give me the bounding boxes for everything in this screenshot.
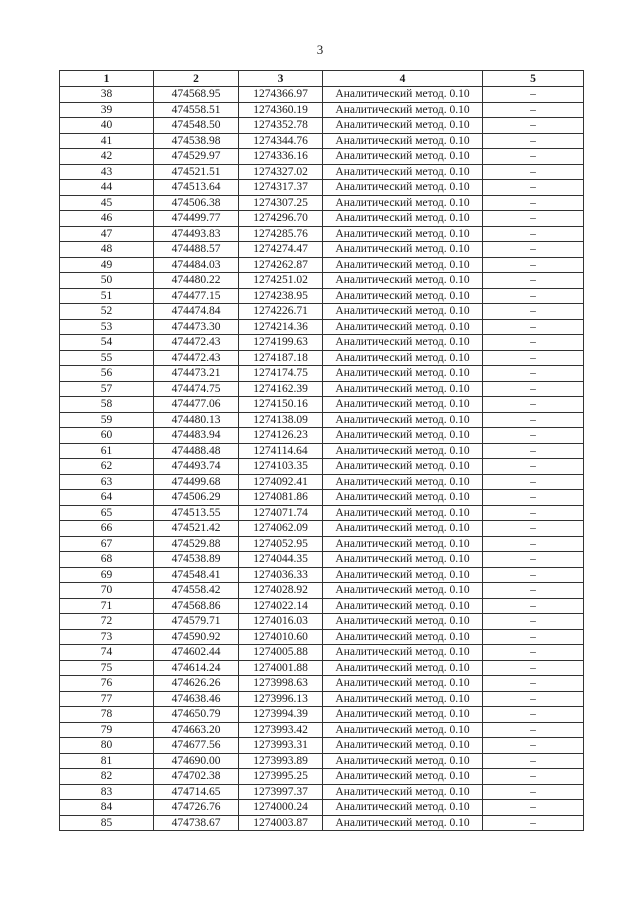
- table-row: [60, 676, 584, 692]
- cell-method-accuracy: Аналитический метод. 0.10: [323, 660, 483, 676]
- cell-note: –: [483, 211, 584, 227]
- cell-note: –: [483, 536, 584, 552]
- cell-note: –: [483, 102, 584, 118]
- table-row: [60, 815, 584, 831]
- table-row: [60, 474, 584, 490]
- cell-y-coordinate: 1273995.25: [239, 769, 323, 785]
- cell-point-number: 69: [60, 567, 154, 583]
- cell-x-coordinate: 474558.42: [154, 583, 239, 599]
- cell-method-accuracy: Аналитический метод. 0.10: [323, 242, 483, 258]
- cell-x-coordinate: 474738.67: [154, 815, 239, 831]
- cell-y-coordinate: 1274174.75: [239, 366, 323, 382]
- cell-y-coordinate: 1274052.95: [239, 536, 323, 552]
- cell-x-coordinate: 474499.77: [154, 211, 239, 227]
- cell-point-number: 48: [60, 242, 154, 258]
- cell-point-number: 72: [60, 614, 154, 630]
- cell-x-coordinate: 474473.21: [154, 366, 239, 382]
- table-row: [60, 521, 584, 537]
- cell-point-number: 38: [60, 87, 154, 103]
- cell-x-coordinate: 474480.13: [154, 412, 239, 428]
- cell-y-coordinate: 1274071.74: [239, 505, 323, 521]
- cell-x-coordinate: 474677.56: [154, 738, 239, 754]
- table-row: [60, 257, 584, 273]
- cell-point-number: 71: [60, 598, 154, 614]
- cell-y-coordinate: 1274150.16: [239, 397, 323, 413]
- table-row: [60, 753, 584, 769]
- cell-note: –: [483, 707, 584, 723]
- cell-method-accuracy: Аналитический метод. 0.10: [323, 397, 483, 413]
- cell-x-coordinate: 474548.50: [154, 118, 239, 134]
- table-row: [60, 505, 584, 521]
- table-row: [60, 102, 584, 118]
- cell-point-number: 57: [60, 381, 154, 397]
- cell-y-coordinate: 1274138.09: [239, 412, 323, 428]
- table-row: [60, 645, 584, 661]
- cell-point-number: 49: [60, 257, 154, 273]
- cell-y-coordinate: 1274016.03: [239, 614, 323, 630]
- cell-note: –: [483, 195, 584, 211]
- table-row: [60, 536, 584, 552]
- table-row: [60, 567, 584, 583]
- table-row: [60, 707, 584, 723]
- cell-note: –: [483, 722, 584, 738]
- table-row: [60, 552, 584, 568]
- cell-method-accuracy: Аналитический метод. 0.10: [323, 180, 483, 196]
- cell-note: –: [483, 629, 584, 645]
- cell-method-accuracy: Аналитический метод. 0.10: [323, 629, 483, 645]
- cell-point-number: 55: [60, 350, 154, 366]
- cell-note: –: [483, 815, 584, 831]
- header-y-coordinate: 3: [239, 71, 323, 87]
- cell-x-coordinate: 474474.75: [154, 381, 239, 397]
- cell-x-coordinate: 474663.20: [154, 722, 239, 738]
- cell-x-coordinate: 474513.55: [154, 505, 239, 521]
- cell-y-coordinate: 1274103.35: [239, 459, 323, 475]
- cell-x-coordinate: 474488.48: [154, 443, 239, 459]
- cell-y-coordinate: 1274187.18: [239, 350, 323, 366]
- table-row: [60, 335, 584, 351]
- cell-point-number: 74: [60, 645, 154, 661]
- cell-y-coordinate: 1274366.97: [239, 87, 323, 103]
- cell-y-coordinate: 1274199.63: [239, 335, 323, 351]
- cell-x-coordinate: 474493.83: [154, 226, 239, 242]
- cell-y-coordinate: 1273994.39: [239, 707, 323, 723]
- cell-note: –: [483, 242, 584, 258]
- cell-x-coordinate: 474499.68: [154, 474, 239, 490]
- cell-method-accuracy: Аналитический метод. 0.10: [323, 273, 483, 289]
- table-row: [60, 180, 584, 196]
- cell-x-coordinate: 474506.38: [154, 195, 239, 211]
- cell-y-coordinate: 1274226.71: [239, 304, 323, 320]
- cell-method-accuracy: Аналитический метод. 0.10: [323, 753, 483, 769]
- table-row: [60, 350, 584, 366]
- table-row: [60, 226, 584, 242]
- cell-note: –: [483, 505, 584, 521]
- cell-y-coordinate: 1274081.86: [239, 490, 323, 506]
- cell-note: –: [483, 583, 584, 599]
- cell-method-accuracy: Аналитический метод. 0.10: [323, 536, 483, 552]
- cell-note: –: [483, 552, 584, 568]
- cell-note: –: [483, 350, 584, 366]
- table-row: [60, 381, 584, 397]
- table-row: [60, 288, 584, 304]
- cell-method-accuracy: Аналитический метод. 0.10: [323, 195, 483, 211]
- cell-x-coordinate: 474477.15: [154, 288, 239, 304]
- header-row: [60, 71, 584, 87]
- cell-y-coordinate: 1274360.19: [239, 102, 323, 118]
- table-row: [60, 800, 584, 816]
- cell-y-coordinate: 1274114.64: [239, 443, 323, 459]
- cell-point-number: 52: [60, 304, 154, 320]
- table-row: [60, 304, 584, 320]
- cell-x-coordinate: 474513.64: [154, 180, 239, 196]
- table-row: [60, 164, 584, 180]
- cell-method-accuracy: Аналитический метод. 0.10: [323, 443, 483, 459]
- cell-y-coordinate: 1274022.14: [239, 598, 323, 614]
- header-x-coordinate: 2: [154, 71, 239, 87]
- cell-y-coordinate: 1274010.60: [239, 629, 323, 645]
- cell-x-coordinate: 474529.88: [154, 536, 239, 552]
- table-row: [60, 149, 584, 165]
- table-row: [60, 242, 584, 258]
- cell-method-accuracy: Аналитический метод. 0.10: [323, 552, 483, 568]
- cell-point-number: 42: [60, 149, 154, 165]
- cell-y-coordinate: 1274352.78: [239, 118, 323, 134]
- cell-note: –: [483, 769, 584, 785]
- cell-y-coordinate: 1273997.37: [239, 784, 323, 800]
- cell-x-coordinate: 474690.00: [154, 753, 239, 769]
- cell-method-accuracy: Аналитический метод. 0.10: [323, 87, 483, 103]
- cell-point-number: 51: [60, 288, 154, 304]
- cell-y-coordinate: 1274214.36: [239, 319, 323, 335]
- cell-point-number: 45: [60, 195, 154, 211]
- cell-y-coordinate: 1274001.88: [239, 660, 323, 676]
- cell-note: –: [483, 149, 584, 165]
- cell-note: –: [483, 428, 584, 444]
- cell-point-number: 78: [60, 707, 154, 723]
- cell-x-coordinate: 474702.38: [154, 769, 239, 785]
- cell-method-accuracy: Аналитический метод. 0.10: [323, 288, 483, 304]
- cell-note: –: [483, 87, 584, 103]
- cell-x-coordinate: 474638.46: [154, 691, 239, 707]
- cell-note: –: [483, 753, 584, 769]
- cell-note: –: [483, 412, 584, 428]
- cell-point-number: 39: [60, 102, 154, 118]
- cell-method-accuracy: Аналитический метод. 0.10: [323, 381, 483, 397]
- table-row: [60, 629, 584, 645]
- cell-note: –: [483, 660, 584, 676]
- cell-point-number: 79: [60, 722, 154, 738]
- cell-method-accuracy: Аналитический метод. 0.10: [323, 350, 483, 366]
- table-row: [60, 490, 584, 506]
- table-row: [60, 319, 584, 335]
- cell-note: –: [483, 288, 584, 304]
- cell-method-accuracy: Аналитический метод. 0.10: [323, 598, 483, 614]
- header-point-number: 1: [60, 71, 154, 87]
- cell-y-coordinate: 1274336.16: [239, 149, 323, 165]
- header-method-accuracy: 4: [323, 71, 483, 87]
- cell-x-coordinate: 474626.26: [154, 676, 239, 692]
- cell-note: –: [483, 598, 584, 614]
- cell-y-coordinate: 1274003.87: [239, 815, 323, 831]
- cell-point-number: 62: [60, 459, 154, 475]
- table-row: [60, 211, 584, 227]
- cell-y-coordinate: 1274307.25: [239, 195, 323, 211]
- cell-method-accuracy: Аналитический метод. 0.10: [323, 722, 483, 738]
- cell-x-coordinate: 474472.43: [154, 350, 239, 366]
- cell-point-number: 44: [60, 180, 154, 196]
- cell-y-coordinate: 1274317.37: [239, 180, 323, 196]
- cell-note: –: [483, 273, 584, 289]
- cell-x-coordinate: 474726.76: [154, 800, 239, 816]
- table-row: [60, 691, 584, 707]
- table-row: [60, 784, 584, 800]
- cell-note: –: [483, 645, 584, 661]
- cell-point-number: 75: [60, 660, 154, 676]
- cell-note: –: [483, 304, 584, 320]
- table-row: [60, 87, 584, 103]
- cell-note: –: [483, 676, 584, 692]
- table-row: [60, 118, 584, 134]
- table-row: [60, 133, 584, 149]
- cell-method-accuracy: Аналитический метод. 0.10: [323, 784, 483, 800]
- cell-y-coordinate: 1274000.24: [239, 800, 323, 816]
- table-row: [60, 273, 584, 289]
- cell-y-coordinate: 1273996.13: [239, 691, 323, 707]
- cell-method-accuracy: Аналитический метод. 0.10: [323, 474, 483, 490]
- cell-method-accuracy: Аналитический метод. 0.10: [323, 567, 483, 583]
- table-row: [60, 738, 584, 754]
- cell-point-number: 43: [60, 164, 154, 180]
- cell-note: –: [483, 335, 584, 351]
- cell-point-number: 59: [60, 412, 154, 428]
- cell-point-number: 85: [60, 815, 154, 831]
- cell-point-number: 50: [60, 273, 154, 289]
- cell-point-number: 68: [60, 552, 154, 568]
- header-note: 5: [483, 71, 584, 87]
- cell-x-coordinate: 474538.98: [154, 133, 239, 149]
- cell-note: –: [483, 164, 584, 180]
- cell-x-coordinate: 474472.43: [154, 335, 239, 351]
- cell-note: –: [483, 381, 584, 397]
- cell-note: –: [483, 800, 584, 816]
- cell-y-coordinate: 1274036.33: [239, 567, 323, 583]
- cell-method-accuracy: Аналитический метод. 0.10: [323, 164, 483, 180]
- cell-y-coordinate: 1274092.41: [239, 474, 323, 490]
- cell-point-number: 61: [60, 443, 154, 459]
- cell-note: –: [483, 319, 584, 335]
- cell-x-coordinate: 474521.51: [154, 164, 239, 180]
- cell-x-coordinate: 474484.03: [154, 257, 239, 273]
- cell-y-coordinate: 1274327.02: [239, 164, 323, 180]
- cell-y-coordinate: 1274238.95: [239, 288, 323, 304]
- cell-method-accuracy: Аналитический метод. 0.10: [323, 490, 483, 506]
- cell-method-accuracy: Аналитический метод. 0.10: [323, 691, 483, 707]
- cell-point-number: 73: [60, 629, 154, 645]
- cell-note: –: [483, 366, 584, 382]
- cell-y-coordinate: 1274262.87: [239, 257, 323, 273]
- cell-method-accuracy: Аналитический метод. 0.10: [323, 428, 483, 444]
- cell-method-accuracy: Аналитический метод. 0.10: [323, 257, 483, 273]
- cell-note: –: [483, 614, 584, 630]
- cell-method-accuracy: Аналитический метод. 0.10: [323, 319, 483, 335]
- cell-point-number: 70: [60, 583, 154, 599]
- cell-point-number: 65: [60, 505, 154, 521]
- table-row: [60, 443, 584, 459]
- cell-point-number: 60: [60, 428, 154, 444]
- cell-point-number: 63: [60, 474, 154, 490]
- cell-point-number: 82: [60, 769, 154, 785]
- cell-point-number: 84: [60, 800, 154, 816]
- table-row: [60, 459, 584, 475]
- cell-x-coordinate: 474538.89: [154, 552, 239, 568]
- cell-y-coordinate: 1273998.63: [239, 676, 323, 692]
- cell-y-coordinate: 1274126.23: [239, 428, 323, 444]
- cell-x-coordinate: 474590.92: [154, 629, 239, 645]
- cell-y-coordinate: 1274296.70: [239, 211, 323, 227]
- cell-method-accuracy: Аналитический метод. 0.10: [323, 800, 483, 816]
- page-number: 3: [316, 42, 324, 57]
- table-row: [60, 722, 584, 738]
- cell-note: –: [483, 691, 584, 707]
- cell-y-coordinate: 1274044.35: [239, 552, 323, 568]
- cell-note: –: [483, 784, 584, 800]
- cell-x-coordinate: 474473.30: [154, 319, 239, 335]
- cell-method-accuracy: Аналитический метод. 0.10: [323, 149, 483, 165]
- cell-method-accuracy: Аналитический метод. 0.10: [323, 738, 483, 754]
- table-row: [60, 397, 584, 413]
- cell-x-coordinate: 474521.42: [154, 521, 239, 537]
- cell-note: –: [483, 567, 584, 583]
- cell-y-coordinate: 1273993.89: [239, 753, 323, 769]
- cell-y-coordinate: 1274285.76: [239, 226, 323, 242]
- cell-point-number: 46: [60, 211, 154, 227]
- cell-y-coordinate: 1273993.42: [239, 722, 323, 738]
- cell-x-coordinate: 474483.94: [154, 428, 239, 444]
- cell-x-coordinate: 474614.24: [154, 660, 239, 676]
- cell-note: –: [483, 490, 584, 506]
- cell-note: –: [483, 118, 584, 134]
- table-row: [60, 195, 584, 211]
- table-row: [60, 428, 584, 444]
- cell-x-coordinate: 474548.41: [154, 567, 239, 583]
- cell-point-number: 56: [60, 366, 154, 382]
- cell-x-coordinate: 474568.95: [154, 87, 239, 103]
- cell-x-coordinate: 474602.44: [154, 645, 239, 661]
- cell-x-coordinate: 474477.06: [154, 397, 239, 413]
- cell-y-coordinate: 1274162.39: [239, 381, 323, 397]
- cell-point-number: 80: [60, 738, 154, 754]
- cell-point-number: 54: [60, 335, 154, 351]
- cell-method-accuracy: Аналитический метод. 0.10: [323, 707, 483, 723]
- cell-y-coordinate: 1274062.09: [239, 521, 323, 537]
- cell-x-coordinate: 474474.84: [154, 304, 239, 320]
- cell-y-coordinate: 1274251.02: [239, 273, 323, 289]
- cell-point-number: 58: [60, 397, 154, 413]
- cell-point-number: 66: [60, 521, 154, 537]
- coordinates-table: [59, 70, 584, 831]
- cell-point-number: 76: [60, 676, 154, 692]
- table-row: [60, 366, 584, 382]
- table-row: [60, 583, 584, 599]
- cell-x-coordinate: 474714.65: [154, 784, 239, 800]
- cell-note: –: [483, 474, 584, 490]
- cell-method-accuracy: Аналитический метод. 0.10: [323, 521, 483, 537]
- cell-point-number: 83: [60, 784, 154, 800]
- cell-x-coordinate: 474493.74: [154, 459, 239, 475]
- cell-point-number: 67: [60, 536, 154, 552]
- cell-method-accuracy: Аналитический метод. 0.10: [323, 412, 483, 428]
- cell-method-accuracy: Аналитический метод. 0.10: [323, 211, 483, 227]
- table-header: [60, 71, 584, 87]
- cell-note: –: [483, 397, 584, 413]
- cell-point-number: 47: [60, 226, 154, 242]
- cell-point-number: 41: [60, 133, 154, 149]
- cell-method-accuracy: Аналитический метод. 0.10: [323, 335, 483, 351]
- table-row: [60, 660, 584, 676]
- table-body: [60, 87, 584, 831]
- cell-x-coordinate: 474488.57: [154, 242, 239, 258]
- cell-note: –: [483, 133, 584, 149]
- table-row: [60, 412, 584, 428]
- cell-y-coordinate: 1273993.31: [239, 738, 323, 754]
- cell-x-coordinate: 474558.51: [154, 102, 239, 118]
- cell-method-accuracy: Аналитический метод. 0.10: [323, 226, 483, 242]
- cell-note: –: [483, 738, 584, 754]
- table-row: [60, 769, 584, 785]
- table-row: [60, 614, 584, 630]
- cell-x-coordinate: 474480.22: [154, 273, 239, 289]
- cell-method-accuracy: Аналитический метод. 0.10: [323, 815, 483, 831]
- cell-x-coordinate: 474568.86: [154, 598, 239, 614]
- cell-y-coordinate: 1274344.76: [239, 133, 323, 149]
- cell-method-accuracy: Аналитический метод. 0.10: [323, 505, 483, 521]
- cell-point-number: 40: [60, 118, 154, 134]
- cell-method-accuracy: Аналитический метод. 0.10: [323, 614, 483, 630]
- cell-x-coordinate: 474650.79: [154, 707, 239, 723]
- cell-note: –: [483, 180, 584, 196]
- cell-method-accuracy: Аналитический метод. 0.10: [323, 102, 483, 118]
- table-row: [60, 598, 584, 614]
- cell-x-coordinate: 474529.97: [154, 149, 239, 165]
- cell-note: –: [483, 459, 584, 475]
- cell-y-coordinate: 1274028.92: [239, 583, 323, 599]
- cell-x-coordinate: 474506.29: [154, 490, 239, 506]
- cell-point-number: 77: [60, 691, 154, 707]
- cell-method-accuracy: Аналитический метод. 0.10: [323, 676, 483, 692]
- cell-method-accuracy: Аналитический метод. 0.10: [323, 118, 483, 134]
- cell-note: –: [483, 521, 584, 537]
- cell-y-coordinate: 1274274.47: [239, 242, 323, 258]
- cell-method-accuracy: Аналитический метод. 0.10: [323, 459, 483, 475]
- cell-method-accuracy: Аналитический метод. 0.10: [323, 583, 483, 599]
- cell-note: –: [483, 226, 584, 242]
- cell-point-number: 53: [60, 319, 154, 335]
- cell-method-accuracy: Аналитический метод. 0.10: [323, 769, 483, 785]
- cell-note: –: [483, 257, 584, 273]
- cell-x-coordinate: 474579.71: [154, 614, 239, 630]
- cell-point-number: 81: [60, 753, 154, 769]
- cell-point-number: 64: [60, 490, 154, 506]
- cell-method-accuracy: Аналитический метод. 0.10: [323, 366, 483, 382]
- cell-method-accuracy: Аналитический метод. 0.10: [323, 133, 483, 149]
- cell-method-accuracy: Аналитический метод. 0.10: [323, 645, 483, 661]
- cell-y-coordinate: 1274005.88: [239, 645, 323, 661]
- cell-method-accuracy: Аналитический метод. 0.10: [323, 304, 483, 320]
- cell-note: –: [483, 443, 584, 459]
